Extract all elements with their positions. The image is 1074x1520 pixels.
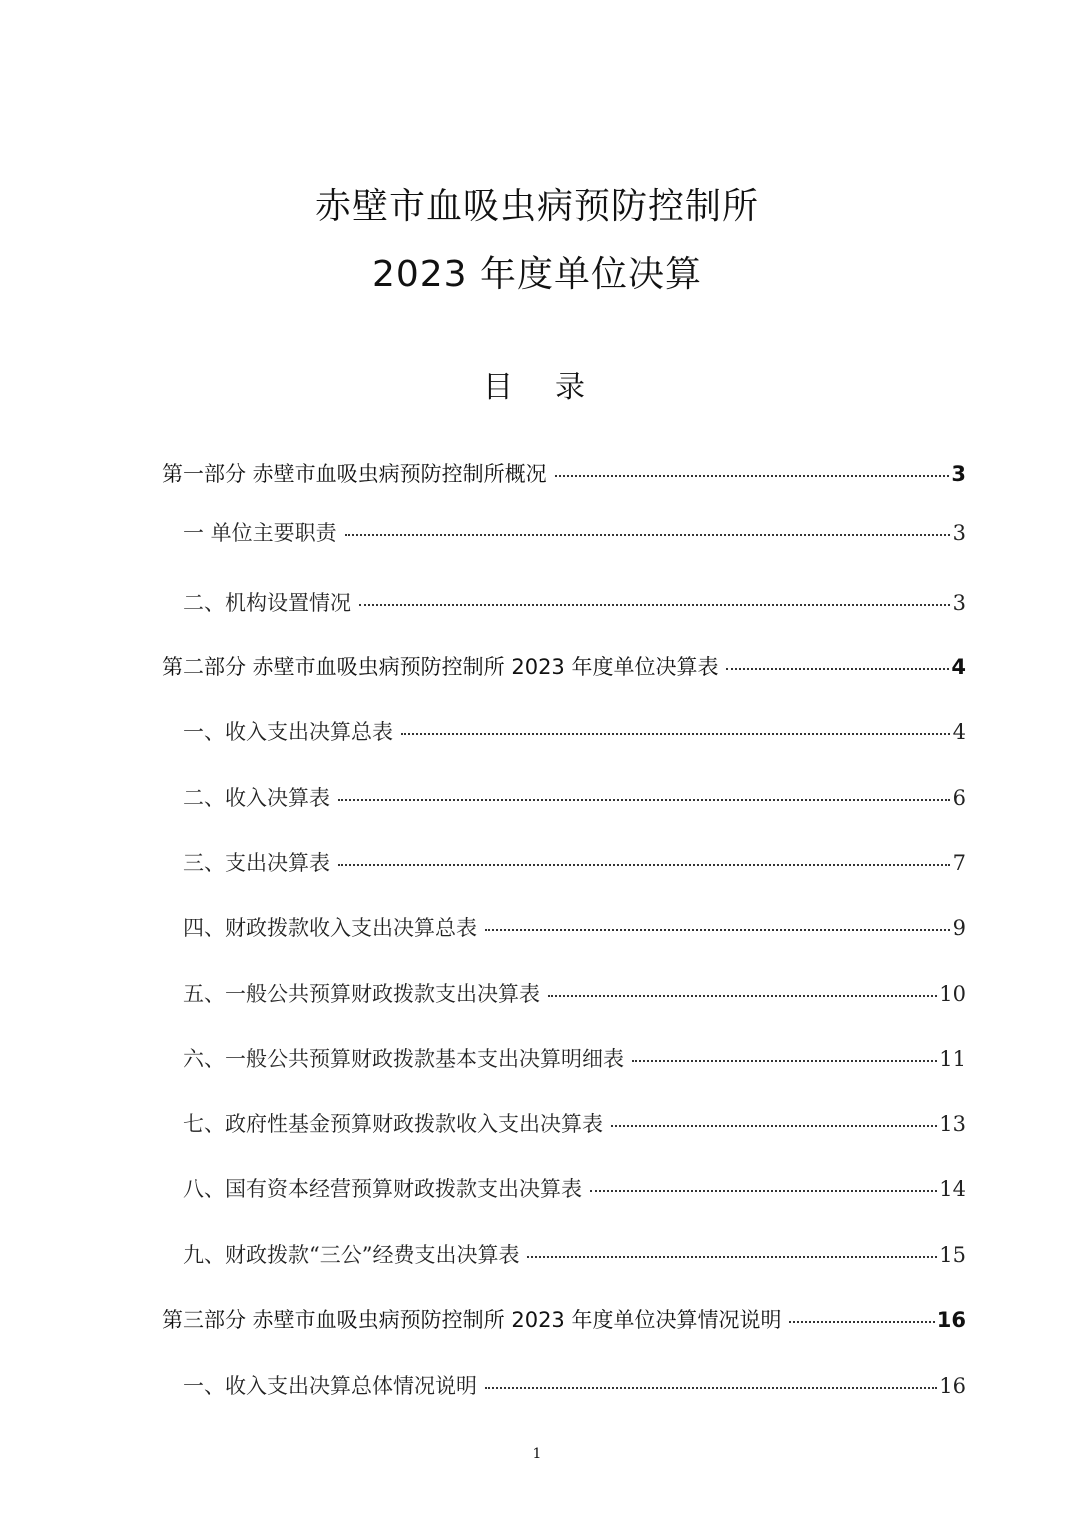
- toc-dot-leader: [359, 604, 950, 606]
- toc-entry-page: 15: [939, 1243, 966, 1267]
- toc-entry-label: 七、政府性基金预算财政拨款收入支出决算表: [183, 1112, 603, 1136]
- document-title: 赤壁市血吸虫病预防控制所: [314, 186, 759, 227]
- toc-entry-page: 3: [951, 462, 966, 486]
- toc-entry-1-2[interactable]: [183, 587, 966, 617]
- toc-entry-page: 16: [936, 1308, 966, 1332]
- toc-entry-label: 四、财政拨款收入支出决算总表: [183, 916, 477, 940]
- toc-entry-page: 4: [951, 655, 966, 679]
- toc-dot-leader: [632, 1060, 937, 1062]
- toc-dot-leader: [611, 1125, 937, 1127]
- toc-entry-2-8[interactable]: [183, 1173, 966, 1203]
- toc-entry-2-5[interactable]: [183, 978, 966, 1008]
- toc-entry-label: 三、支出决算表: [183, 851, 330, 875]
- toc-entry-2-2[interactable]: [183, 782, 966, 812]
- toc-entry-2-9[interactable]: [183, 1239, 966, 1269]
- toc-dot-leader: [485, 1387, 937, 1389]
- toc-entry-page: 7: [952, 851, 966, 875]
- toc-entry-label: 五、一般公共预算财政拨款支出决算表: [183, 982, 540, 1006]
- toc-entry-page: 13: [939, 1112, 966, 1136]
- toc-dot-leader: [345, 534, 950, 536]
- toc-entry-2-3[interactable]: [183, 847, 966, 877]
- toc-entry-page: 6: [952, 786, 966, 810]
- toc-entry-label: 第一部分 赤壁市血吸虫病预防控制所概况: [162, 462, 547, 486]
- toc-entry-label: 二、收入决算表: [183, 786, 330, 810]
- toc-dot-leader: [548, 995, 937, 997]
- toc-entry-2-1[interactable]: [183, 716, 966, 746]
- toc-entry-label: 八、国有资本经营预算财政拨款支出决算表: [183, 1177, 582, 1201]
- toc-entry-label: 一、收入支出决算总表: [183, 720, 393, 744]
- toc-entry-label: 一 单位主要职责: [183, 521, 337, 545]
- toc-dot-leader: [401, 733, 950, 735]
- toc-entry-label: 二、机构设置情况: [183, 591, 351, 615]
- toc-dot-leader: [338, 864, 950, 866]
- toc-entry-2-6[interactable]: [183, 1043, 966, 1073]
- toc-entry-page: 3: [952, 591, 966, 615]
- toc-entry-page: 4: [952, 720, 966, 744]
- toc-dot-leader: [726, 668, 949, 670]
- toc-entry-label: 第三部分 赤壁市血吸虫病预防控制所 2023 年度单位决算情况说明: [162, 1308, 782, 1332]
- toc-entry-part-1[interactable]: [162, 458, 966, 488]
- toc-entry-label: 一、收入支出决算总体情况说明: [183, 1374, 477, 1398]
- toc-dot-leader: [485, 929, 950, 931]
- toc-entry-part-2[interactable]: [162, 651, 966, 681]
- toc-dot-leader: [338, 799, 950, 801]
- toc-dot-leader: [590, 1190, 937, 1192]
- toc-dot-leader: [555, 475, 950, 477]
- toc-entry-label: 九、财政拨款“三公”经费支出决算表: [183, 1243, 520, 1267]
- toc-entry-page: 14: [939, 1177, 966, 1201]
- toc-dot-leader: [527, 1256, 937, 1258]
- document-subtitle: 2023 年度单位决算: [371, 254, 703, 295]
- toc-dot-leader: [789, 1321, 934, 1323]
- toc-entry-page: 16: [939, 1374, 966, 1398]
- toc-entry-2-7[interactable]: [183, 1108, 966, 1138]
- toc-entry-3-1[interactable]: [183, 1370, 966, 1400]
- toc-entry-label: 第二部分 赤壁市血吸虫病预防控制所 2023 年度单位决算表: [162, 655, 719, 679]
- toc-entry-1-1[interactable]: [183, 517, 966, 547]
- toc-entry-label: 六、一般公共预算财政拨款基本支出决算明细表: [183, 1047, 624, 1071]
- toc-heading: 目 录: [483, 370, 591, 405]
- toc-entry-page: 11: [939, 1047, 966, 1071]
- page-number: 1: [532, 1446, 542, 1462]
- toc-entry-page: 3: [952, 521, 966, 545]
- toc-entry-page: 10: [939, 982, 966, 1006]
- toc-entry-2-4[interactable]: [183, 912, 966, 942]
- toc-entry-part-3[interactable]: [162, 1304, 966, 1334]
- toc-entry-page: 9: [952, 916, 966, 940]
